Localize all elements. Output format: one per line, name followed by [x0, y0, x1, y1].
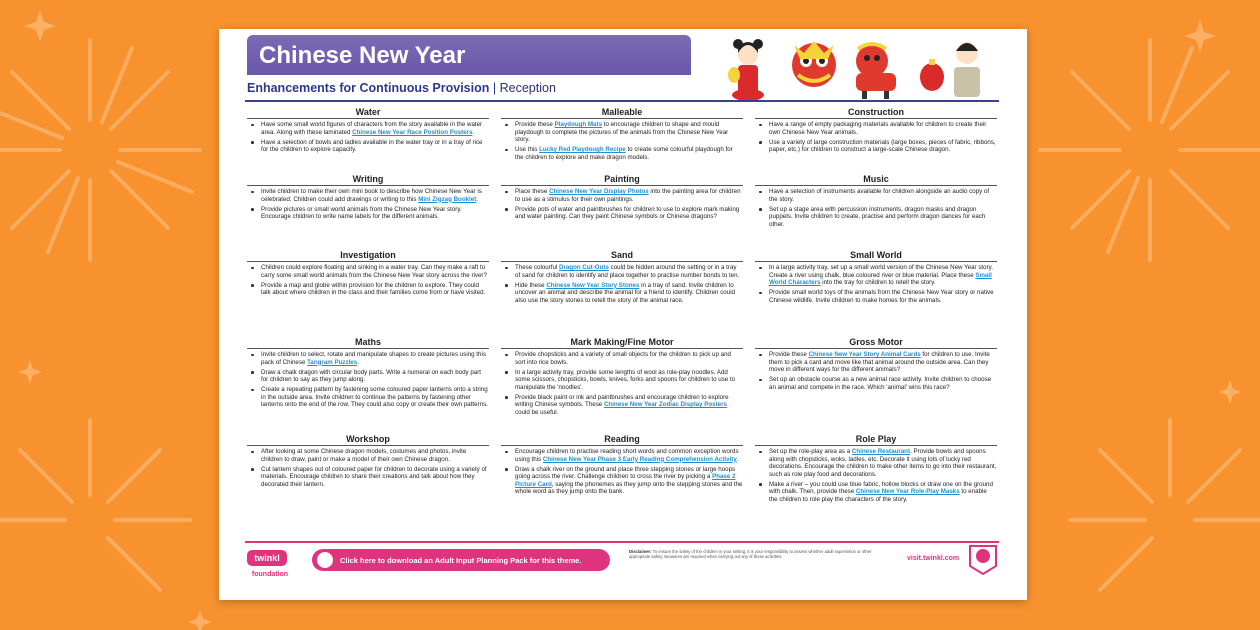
section-heading: Reading — [501, 434, 743, 446]
resource-link[interactable]: Tangram Puzzles — [307, 358, 358, 366]
text-before: Make a river – you could use blue fabric, hollow blocks or draw one on the ground with chalk. Then, provide these — [769, 480, 993, 496]
section-workshop — [247, 434, 489, 491]
section-construction — [755, 107, 997, 156]
section-maths — [247, 337, 489, 411]
resource-link[interactable]: Chinese New Year Role-Play Masks — [855, 488, 960, 496]
text-after: . — [357, 358, 359, 366]
activity-list — [247, 188, 489, 221]
activity-list — [755, 121, 997, 154]
section-heading: Construction — [755, 107, 997, 119]
section-heading: Writing — [247, 174, 489, 186]
twinkl-quality-badge-icon — [967, 543, 999, 575]
visit-link[interactable]: visit.twinkl.com — [907, 555, 960, 562]
activity-list — [755, 264, 997, 304]
text-before: Provide pictures or small world animals from the Chinese New Year story. Encourage children to write name labels for the different animals. — [261, 205, 462, 221]
section-investigation — [247, 250, 489, 299]
section-heading: Gross Motor — [755, 337, 997, 349]
section-writing — [247, 174, 489, 223]
activity-item — [501, 448, 743, 463]
text-before: In a large activity tray, set up a small world version of the Chinese New Year story. Create a river using chalk, blue coloured river or blue material. Place these — [769, 264, 993, 279]
section-heading: Music — [755, 174, 997, 186]
subtitle-separator: | — [492, 81, 497, 95]
text-before: Children could explore floating and sinking in a water tray. Can they make a raft to carry some small world animals from the Chinese New Year story across the river? — [261, 264, 487, 279]
boy-with-lantern-icon — [920, 42, 980, 97]
activity-list — [247, 351, 489, 409]
title-banner — [247, 35, 691, 75]
girl-with-lantern-icon — [728, 39, 764, 101]
logo-bottom-text: foundation — [251, 571, 289, 578]
activity-item — [247, 139, 489, 154]
activity-item — [501, 369, 743, 392]
text-before: These colourful — [515, 264, 560, 271]
activity-columns — [247, 107, 999, 541]
text-before: Invite children to select, rotate and manipulate shapes to create pictures using this pack of Chinese — [261, 351, 486, 366]
text-before: Invite children to make their own mini book to describe how Chinese New Year is celebrated. Children could add drawings or writing to this — [261, 188, 482, 203]
section-sand — [501, 250, 743, 307]
activity-list — [501, 121, 743, 161]
subtitle-main: Enhancements for Continuous Provision — [247, 81, 490, 95]
text-before: Provide a map and globe within provision for the children to explore. They could talk about where children in the class and their families come from or have visited. — [261, 281, 486, 297]
activity-list — [501, 264, 743, 304]
text-before: Place these — [515, 188, 550, 195]
section-heading: Small World — [755, 250, 997, 262]
section-heading: Water — [247, 107, 489, 119]
cta-label: Click here to download an Adult Input Planning Pack for this theme. — [340, 555, 582, 565]
activity-list — [755, 448, 997, 504]
activity-item — [501, 188, 743, 203]
resource-link[interactable]: Chinese New Year Display Photos — [549, 188, 649, 195]
page-subtitle — [247, 81, 556, 95]
resource-link[interactable]: Chinese New Year Story Animal Cards — [808, 351, 921, 358]
text-after: could be useful. — [515, 408, 559, 416]
activity-list — [755, 351, 997, 391]
activity-item — [501, 466, 743, 496]
text-before: Cut lantern shapes out of coloured paper for children to decorate using a variety of materials. Encourage children to share their creations and talk about how they decorated their lantern. — [261, 465, 487, 488]
section-malleable — [501, 107, 743, 164]
activity-list — [247, 121, 489, 154]
dragon-head-icon — [792, 41, 836, 87]
resource-link[interactable]: Playdough Mats — [554, 121, 603, 128]
resource-link[interactable]: Lucky Red Playdough Recipe — [539, 146, 626, 154]
activity-item — [755, 188, 997, 203]
page-title: Chinese New Year — [259, 42, 466, 69]
activity-item — [247, 351, 489, 366]
text-before: Have a range of empty packaging materials available for children to create their own Chinese New Year animals. — [769, 121, 987, 136]
activity-list — [755, 188, 997, 228]
activity-item — [755, 206, 997, 229]
activity-item — [755, 264, 997, 287]
activity-item — [247, 386, 489, 409]
text-before: After looking at some Chinese dragon models, costumes and photos, invite children to draw, paint or make a model of their own Chinese dragon. — [261, 448, 467, 463]
hand-pointer-icon — [317, 552, 333, 568]
section-heading: Role Play — [755, 434, 997, 446]
text-before: Provide black paint or ink and paintbrushes and encourage children to explore writing Chinese symbols. These — [515, 393, 729, 409]
provision-sheet — [219, 29, 1027, 600]
text-after: could be hidden around the setting or in a tray of sand for children to identify and place together to practise number bonds to ten. — [515, 264, 740, 279]
text-before: Provide these — [769, 351, 809, 358]
disclaimer-label: Disclaimer: — [629, 549, 652, 554]
section-music — [755, 174, 997, 231]
text-before: Draw a chalk dragon with circular body parts. Write a numeral on each body part for children to say as they jump along. — [261, 368, 481, 384]
activity-item — [247, 188, 489, 203]
section-reading — [501, 434, 743, 498]
disclaimer-text: To ensure the safety of the children in your setting, it is your responsibility to assess whether adult supervision or other appropriate safety measures are required when carrying out any of these activities. — [629, 549, 872, 560]
resource-link[interactable]: Dragon Cut-Outs — [559, 264, 609, 271]
activity-list — [247, 264, 489, 297]
section-painting — [501, 174, 743, 223]
activity-item — [501, 351, 743, 366]
text-after: for children to use. Invite them to pick a card and move like that animal around the outside area. Can they move in different ways for the different animals? — [769, 351, 990, 374]
twinkl-foundation-logo — [247, 546, 293, 580]
text-before: In a large activity tray, provide some lengths of wool as role-play noodles. Add some scissors, chopsticks, bowls, knives, forks and spoons for children to use to manipulate the 'noodles'. — [515, 368, 736, 391]
activity-list — [501, 188, 743, 221]
lion-dance-icon — [856, 44, 896, 99]
activity-item — [501, 146, 743, 161]
activity-list — [501, 351, 743, 417]
section-heading: Mark Making/Fine Motor — [501, 337, 743, 349]
text-after: , saying the phonemes as they jump onto the stepping stones and the whole word as they jump onto the bank. — [515, 480, 743, 496]
text-before: Provide small world toys of the animals from the Chinese New Year story or native Chinese wildlife. Invite children to make homes for the animals. — [769, 289, 994, 304]
activity-item — [247, 448, 489, 463]
text-after: . Provide bowls and spoons along with chopsticks, woks, ladles, etc. Decorate it using lots of lucky red decorations. Encourage the children to make other items to go into their restaurant, such as role play food and decorations. — [769, 448, 997, 478]
resource-link[interactable]: Chinese New Year Race Position Posters — [352, 128, 473, 136]
resource-link[interactable]: Chinese New Year Phase 3 Early Reading Comprehension Activity — [542, 455, 737, 463]
text-after: . — [476, 195, 479, 203]
resource-link[interactable]: Chinese Restaurant — [851, 448, 911, 455]
text-before: Hide these — [515, 281, 547, 289]
activity-item — [247, 264, 489, 279]
activity-item — [501, 206, 743, 221]
chinese-new-year-characters — [724, 31, 1004, 103]
section-gross-motor — [755, 337, 997, 394]
footer-divider — [245, 541, 999, 543]
subtitle-stage: Reception — [499, 81, 556, 95]
activity-item — [247, 466, 489, 489]
section-heading: Workshop — [247, 434, 489, 446]
section-role-play — [755, 434, 997, 506]
text-before: Provide chopsticks and a variety of small objects for the children to pick up and sort into rice bowls. — [515, 351, 731, 366]
activity-item — [501, 264, 743, 279]
section-small-world — [755, 250, 997, 307]
text-before: Create a repeating pattern by fastening some coloured paper lanterns onto a string in the outside area. Invite children to continue the patterns by fastening other lanterns onto the end of the row. They could also copy or create their own patterns. — [261, 386, 488, 409]
text-before: Set up the role-play area as a — [769, 448, 852, 455]
activity-item — [755, 121, 997, 136]
activity-item — [247, 206, 489, 221]
text-before: Use a variety of large construction materials (large boxes, pieces of fabric, ribbons, paper, etc.) for children to construct a large-scale Chinese dragon. — [769, 138, 996, 154]
text-before: Provide these — [515, 121, 555, 128]
text-after: . — [736, 455, 739, 463]
section-mark-making — [501, 337, 743, 419]
safety-disclaimer — [629, 549, 891, 559]
text-after: to encourage children to shape and mould playdough to complete the pictures of the animals from the Chinese New Year story. — [515, 121, 729, 144]
text-before: Provide pots of water and paintbrushes for children to use to explore mark making and water painting. Can they paint Chinese symbols or Chinese dragons? — [515, 205, 740, 221]
text-after: to enable the children to role play the characters of the story. — [769, 488, 987, 503]
section-heading: Sand — [501, 250, 743, 262]
resource-link[interactable]: Small World Characters — [769, 271, 992, 287]
resource-link[interactable]: Mini Zigzag Booklet — [418, 195, 477, 203]
resource-link[interactable]: Phase 2 Picture Card — [515, 473, 736, 488]
text-before: Encourage children to practise reading short words and common exception words using this — [515, 448, 739, 463]
activity-item — [501, 121, 743, 144]
activity-item — [247, 369, 489, 384]
activity-item — [755, 289, 997, 304]
text-before: Have some small world figures of characters from the story available in the water area. Along with these laminated — [261, 121, 483, 136]
text-after: into the painting area for children to use as a stimulus for their own paintings. — [515, 188, 741, 203]
section-heading: Painting — [501, 174, 743, 186]
text-before: Have a selection of instruments available for children alongside an audio copy of the story. — [769, 188, 990, 203]
section-heading: Investigation — [247, 250, 489, 262]
resource-link[interactable]: Chinese New Year Zodiac Display Posters — [603, 401, 727, 409]
text-before: Set up a stage area with percussion instruments, dragon masks and dragon puppets. Invite children to create, practise and perform dragon dances for each other. — [769, 205, 986, 228]
text-before: Use this — [515, 146, 540, 154]
activity-item — [501, 394, 743, 417]
activity-list — [501, 448, 743, 496]
section-water — [247, 107, 489, 156]
activity-item — [755, 376, 997, 391]
activity-item — [501, 282, 743, 305]
activity-item — [247, 121, 489, 136]
activity-list — [247, 448, 489, 488]
activity-item — [755, 351, 997, 374]
text-before: Set up an obstacle course as a new animal race activity. Invite children to choose an animal and compete in the race. Which 'animal' wins this race? — [769, 376, 992, 391]
text-after: into the tray for children to retell the story. — [820, 279, 936, 287]
activity-item — [247, 282, 489, 297]
text-before: Have a selection of bowls and ladles available in the water tray or in a tray of rice for the children to explore capacity. — [261, 138, 483, 154]
text-after: to create some colourful playdough for the children to explore and make dragon models. — [515, 146, 733, 161]
section-heading: Maths — [247, 337, 489, 349]
activity-item — [755, 481, 997, 504]
text-before: Draw a chalk river on the ground and place three stepping stones or large hoops going across the river. Challenge children to cross the river by picking a — [515, 465, 736, 481]
activity-item — [755, 448, 997, 478]
logo-top-text: twinkl — [254, 553, 280, 563]
section-heading: Malleable — [501, 107, 743, 119]
activity-item — [755, 139, 997, 154]
text-after: in a tray of sand. Invite children to uncover an animal and describe the animal for a friend to identify. Children could also use the story stones to retell the story of the animal race. — [515, 281, 736, 304]
text-after: . — [472, 128, 475, 136]
resource-link[interactable]: Chinese New Year Story Stones — [546, 281, 640, 289]
download-planning-pack-button[interactable] — [312, 549, 610, 571]
header-divider — [245, 100, 999, 102]
